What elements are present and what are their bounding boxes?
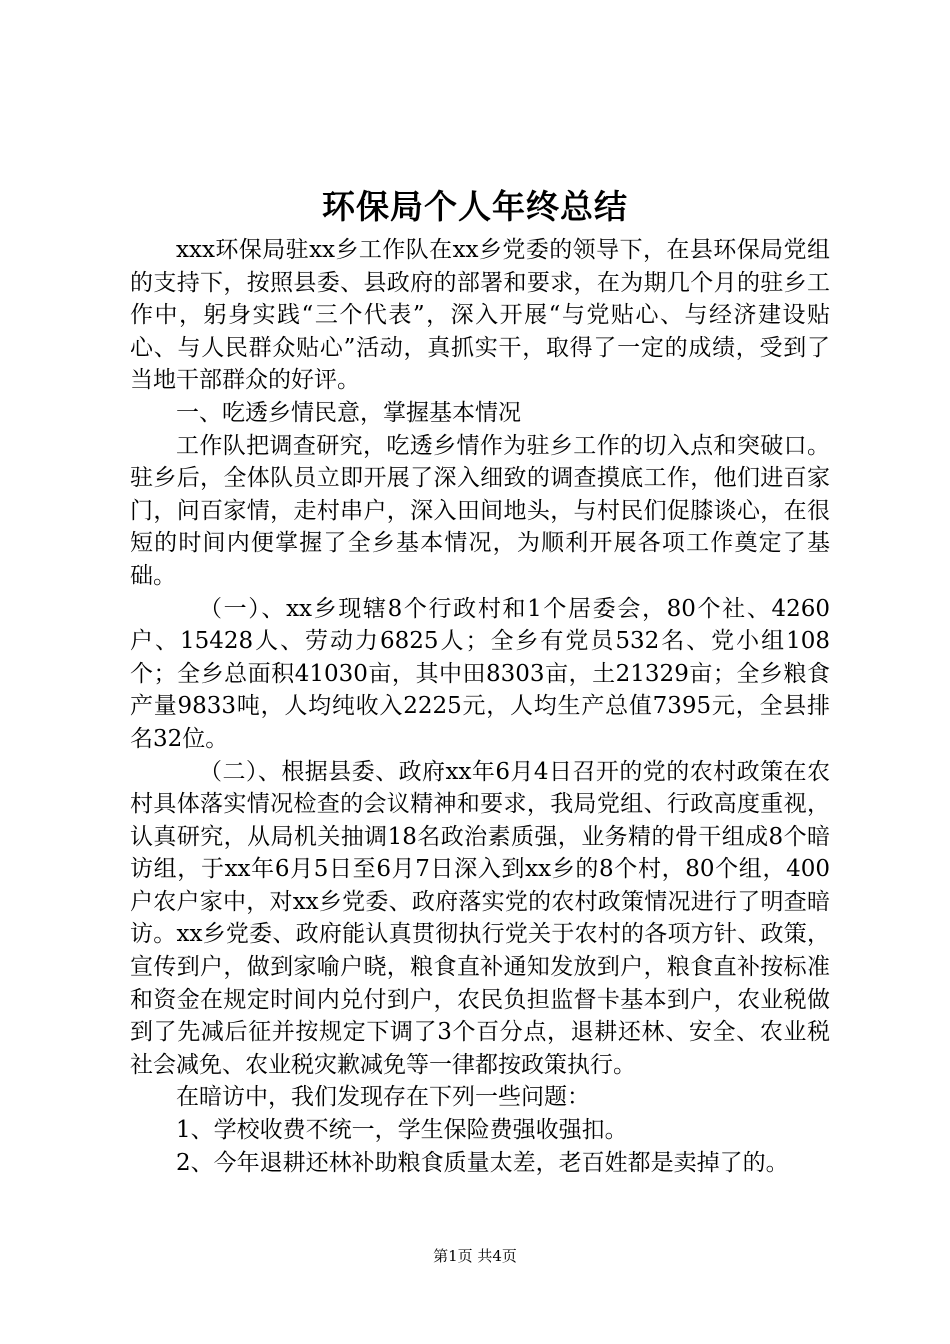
- paragraph-research: 工作队把调查研究，吃透乡情作为驻乡工作的切入点和突破口。驻乡后，全体队员立即开展了深入细致的调查摸底工作，他们进百家门，问百家情，走村串户，深入田间地头，与村民们促膝谈心，在很短的时间内便掌握了全乡基本情况，为顺利开展各项工作奠定了基础。: [130, 432, 830, 589]
- paragraph-basic-stats: （一）、xx乡现辖8个行政村和1个居委会，80个社、4260户、15428人、劳动力6825人；全乡有党员532名、党小组108个；全乡总面积41030亩，其中田8303亩，土21329亩；全乡粮食产量9833吨，人均纯收入2225元，人均生产总值7395元，全县排名32位。: [130, 595, 830, 752]
- list-item-problem-1: 1、学校收费不统一，学生保险费强收强扣。: [176, 1117, 628, 1144]
- paragraph-intro: xxx环保局驻xx乡工作队在xx乡党委的领导下，在县环保局党组的支持下，按照县委、县政府的部署和要求，在为期几个月的驻乡工作中，躬身实践“三个代表”，深入开展“与党贴心、与经济建设贴心、与人民群众贴心”活动，真抓实干，取得了一定的成绩，受到了当地干部群众的好评。: [130, 237, 830, 394]
- section-heading-1: 一、吃透乡情民意，掌握基本情况: [176, 399, 521, 426]
- page-footer: 第1页 共4页: [433, 1247, 517, 1265]
- document-title: 环保局个人年终总结: [322, 187, 628, 226]
- paragraph-problems-intro: 在暗访中，我们发现存在下列一些问题：: [176, 1084, 590, 1111]
- paragraph-inspection: （二）、根据县委、政府xx年6月4日召开的党的农村政策在农村具体落实情况检查的会议精神和要求，我局党组、行政高度重视，认真研究，从局机关抽调18名政治素质强，业务精的骨干组成8个暗访组，于xx年6月5日至6月7日深入到xx乡的8个村，80个组，400户农户家中，对xx乡党委、政府落实党的农村政策情况进行了明查暗访。xx乡党委、政府能认真贯彻执行党关于农村的各项方针、政策，宣传到户，做到家喻户晓，粮食直补通知发放到户，粮食直补按标准和资金在规定时间内兑付到户，农民负担监督卡基本到户，农业税做到了先减后征并按规定下调了3个百分点，退耕还林、安全、农业税社会减免、农业税灾歉减免等一律都按政策执行。: [130, 758, 830, 1078]
- document-body: [130, 234, 830, 1179]
- list-item-problem-2: 2、今年退耕还林补助粮食质量太差，老百姓都是卖掉了的。: [176, 1149, 789, 1176]
